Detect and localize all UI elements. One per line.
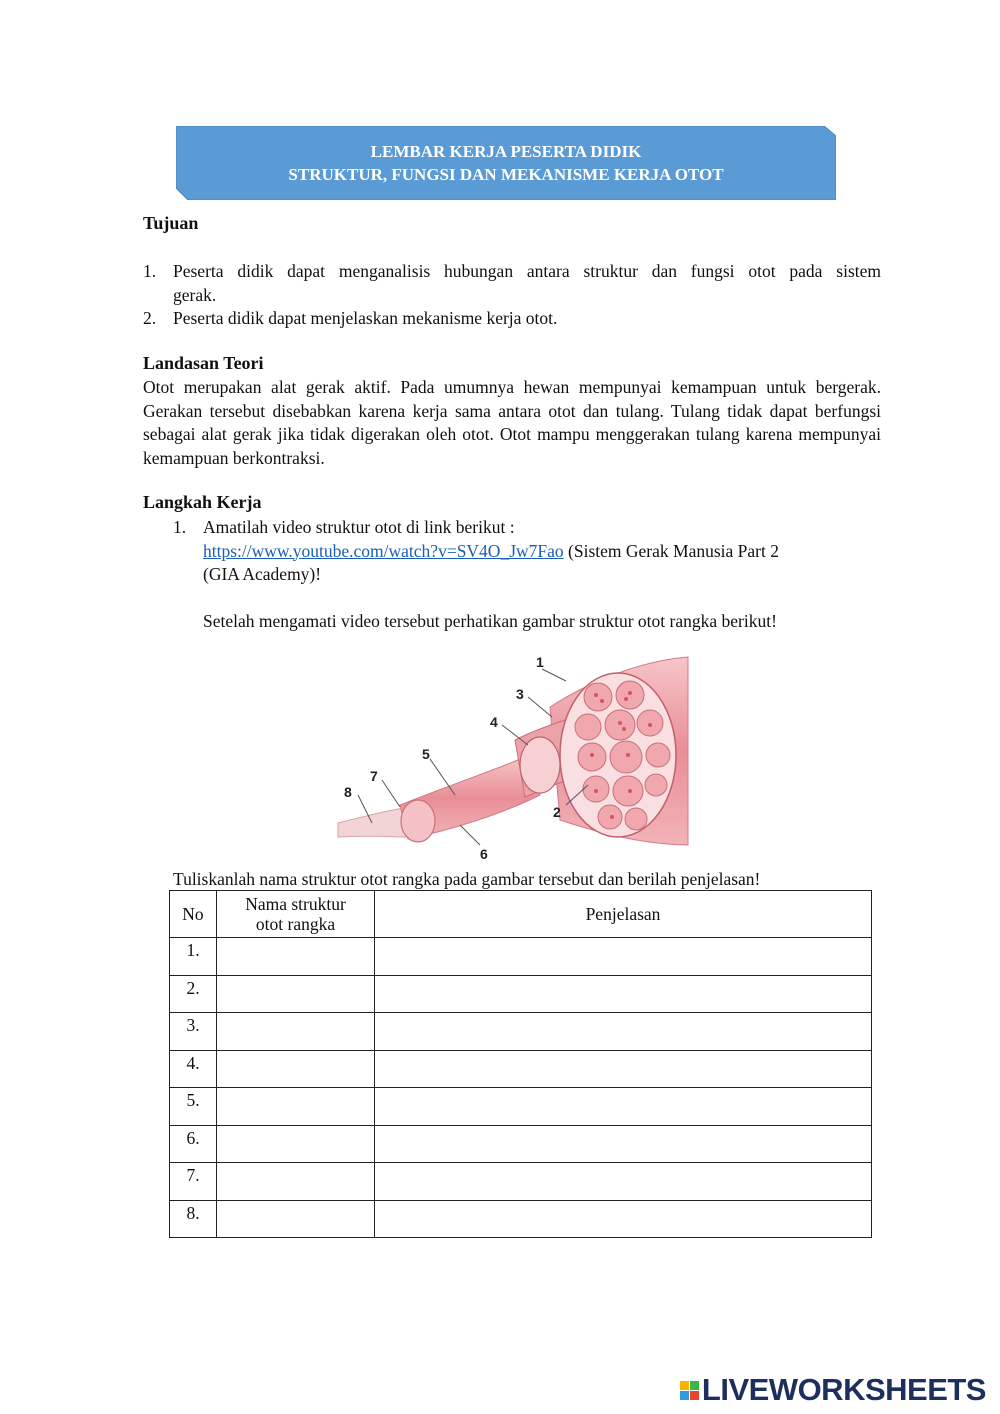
- figure-label-4: 4: [490, 714, 498, 730]
- header-name-line-2: otot rangka: [255, 914, 336, 934]
- title-banner: [176, 126, 836, 200]
- structure-name-input[interactable]: [217, 1013, 375, 1051]
- liveworksheets-logo[interactable]: [680, 1373, 986, 1407]
- header-name-line-1: Nama struktur: [245, 894, 346, 914]
- liveworksheets-wordmark: LIVEWORKSHEETS: [701, 1372, 986, 1407]
- table-prompt: Tuliskanlah nama struktur otot rangka pada gambar tersebut dan berilah penjelasan!: [173, 869, 761, 889]
- figure-label-6: 6: [480, 846, 488, 862]
- tujuan-item-num: 2.: [143, 308, 157, 328]
- tujuan-item-1: [143, 260, 881, 307]
- muscle-illustration: [330, 645, 690, 867]
- tujuan-list: [143, 260, 881, 331]
- tujuan-item-num: 1.: [143, 261, 157, 281]
- figure-label-3: 3: [516, 686, 524, 702]
- tujuan-item-text: Peserta didik dapat menganalisis hubungan antara struktur dan fungsi otot pada sistem: [173, 261, 881, 281]
- table-row: [170, 1125, 872, 1163]
- figure-label-1: 1: [536, 654, 544, 670]
- banner-title: [176, 140, 836, 186]
- explanation-input[interactable]: [375, 1050, 872, 1088]
- row-no: 6.: [170, 1125, 217, 1163]
- structure-name-input[interactable]: [217, 1088, 375, 1126]
- row-no: 5.: [170, 1088, 217, 1126]
- figure-label-5: 5: [422, 746, 430, 762]
- tujuan-heading: Tujuan: [143, 213, 199, 233]
- table-row: [170, 938, 872, 976]
- banner-line-2: STRUKTUR, FUNGSI DAN MEKANISME KERJA OTOT: [288, 165, 724, 184]
- table-row: [170, 1088, 872, 1126]
- row-no: 2.: [170, 975, 217, 1013]
- row-no: 1.: [170, 938, 217, 976]
- step-instruction: Setelah mengamati video tersebut perhatikan gambar struktur otot rangka berikut!: [203, 611, 777, 631]
- structure-name-input[interactable]: [217, 938, 375, 976]
- table-row: [170, 1050, 872, 1088]
- table-header-row: [170, 891, 872, 938]
- liveworksheets-icon: [680, 1381, 699, 1400]
- tujuan-item-2: [143, 307, 881, 331]
- figure-label-7: 7: [370, 768, 378, 784]
- explanation-input[interactable]: [375, 1163, 872, 1201]
- table-row: [170, 975, 872, 1013]
- muscle-structure-figure: [330, 645, 690, 867]
- explanation-input[interactable]: [375, 1088, 872, 1126]
- video-source: (Sistem Gerak Manusia Part 2: [563, 540, 779, 561]
- explanation-input[interactable]: [375, 1125, 872, 1163]
- header-name: [217, 891, 375, 938]
- banner-line-1: LEMBAR KERJA PESERTA DIDIK: [370, 142, 642, 161]
- langkah-heading: Langkah Kerja: [143, 492, 262, 512]
- landasan-text: Otot merupakan alat gerak aktif. Pada umumnya hewan mempunyai kemampuan untuk bergerak. Gerakan tersebut disebabkan karena kerja sama antara otot dan tulang. Tulang tidak dapat berfungsi sebagai alat gerak jika tidak digerakan oleh otot. Otot mampu menggerakan tulang karena mempunyai kemampuan berkontraksi.: [143, 377, 881, 468]
- structure-name-input[interactable]: [217, 1200, 375, 1238]
- step-num: 1.: [173, 517, 187, 537]
- table-row: [170, 1200, 872, 1238]
- table-row: [170, 1013, 872, 1051]
- explanation-input[interactable]: [375, 1200, 872, 1238]
- video-link[interactable]: https://www.youtube.com/watch?v=SV4O_Jw7Fao: [203, 540, 564, 561]
- row-no: 4.: [170, 1050, 217, 1088]
- landasan-heading: Landasan Teori: [143, 353, 264, 373]
- explanation-input[interactable]: [375, 1013, 872, 1051]
- figure-label-8: 8: [344, 784, 352, 800]
- explanation-input[interactable]: [375, 938, 872, 976]
- structure-name-input[interactable]: [217, 1163, 375, 1201]
- table-row: [170, 1163, 872, 1201]
- row-no: 7.: [170, 1163, 217, 1201]
- header-no: No: [170, 891, 217, 938]
- tujuan-item-text: Peserta didik dapat menjelaskan mekanisme kerja otot.: [173, 308, 558, 328]
- step-line-1: Amatilah video struktur otot di link berikut :: [203, 517, 515, 537]
- row-no: 8.: [170, 1200, 217, 1238]
- structure-name-input[interactable]: [217, 1050, 375, 1088]
- langkah-step-1: [173, 516, 873, 634]
- structure-name-input[interactable]: [217, 975, 375, 1013]
- row-no: 3.: [170, 1013, 217, 1051]
- explanation-input[interactable]: [375, 975, 872, 1013]
- step-line-3: (GIA Academy)!: [203, 564, 322, 584]
- figure-label-2: 2: [553, 804, 561, 820]
- header-desc: Penjelasan: [375, 891, 872, 938]
- tujuan-item-text-cont: gerak.: [173, 284, 217, 305]
- answer-table: [169, 890, 872, 1238]
- step-line-2: [203, 540, 873, 564]
- structure-name-input[interactable]: [217, 1125, 375, 1163]
